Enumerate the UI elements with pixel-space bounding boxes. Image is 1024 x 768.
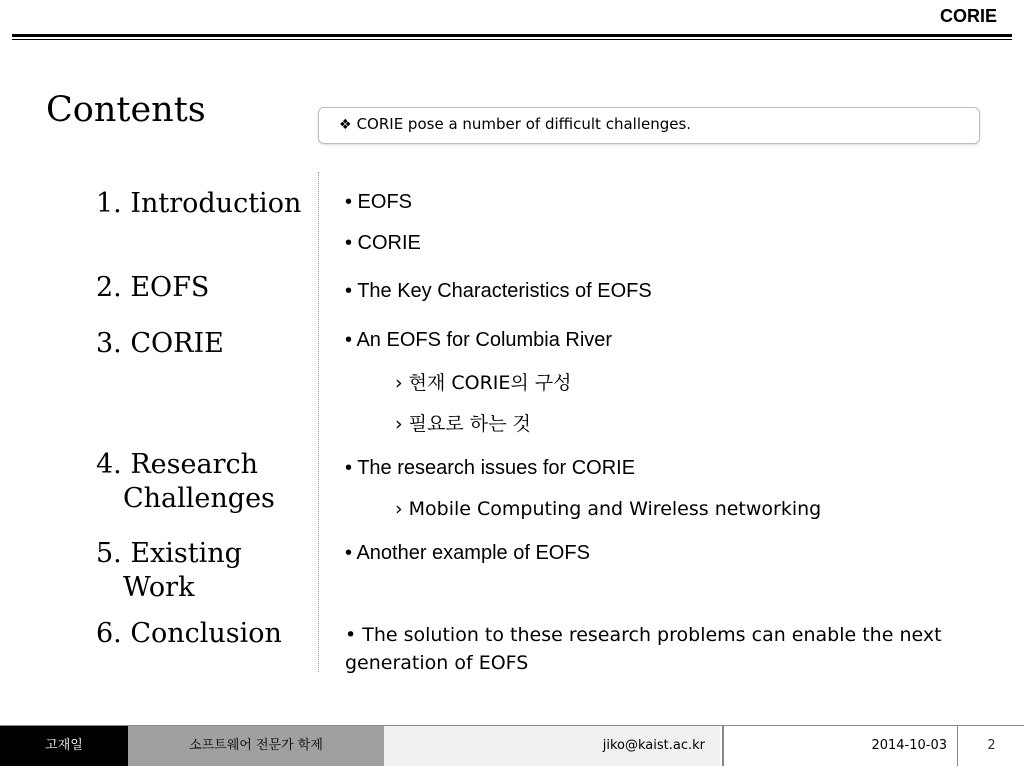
column-divider — [318, 172, 319, 672]
bullet-eofs: • EOFS — [345, 191, 413, 213]
callout-box — [318, 107, 980, 144]
bullet-columbia-river: • An EOFS for Columbia River — [345, 329, 613, 351]
footer-page-number: 2 — [957, 726, 1024, 766]
footer-author: 고재일 — [0, 726, 128, 766]
conclusion-bullet: • The solution to these research problems can enable the next generation of EOFS — [345, 624, 942, 674]
header-rule-thick — [12, 34, 1012, 37]
bullet-key-characteristics: • The Key Characteristics of EOFS — [345, 280, 652, 302]
header-rule-thin — [12, 39, 1012, 40]
sub-bullet-mobile-computing: › Mobile Computing and Wireless networking — [395, 498, 822, 520]
sub-bullet-current-corie: › 현재 CORIE의 구성 — [395, 372, 572, 394]
toc-item-conclusion: 6. Conclusion — [96, 618, 282, 649]
toc-item-corie: 3. CORIE — [96, 328, 224, 359]
toc-item-introduction: 1. Introduction — [96, 188, 302, 219]
bullet-research-issues: • The research issues for CORIE — [345, 457, 636, 479]
diamond-bullet-icon: ❖ — [339, 117, 352, 133]
sub-bullet-requirements: › 필요로 하는 것 — [395, 413, 531, 435]
footer-date: 2014-10-03 — [722, 726, 957, 766]
slide-title: Contents — [46, 90, 206, 130]
toc-item-eofs: 2. EOFS — [96, 272, 210, 303]
header-title: CORIE — [939, 6, 997, 26]
toc-item-existing-work: 5. Existing Work — [96, 538, 242, 603]
bullet-corie: • CORIE — [345, 232, 421, 254]
footer-organization: 소프트웨어 전문가 학제 — [128, 726, 384, 766]
toc-item-research-challenges: 4. Research Challenges — [96, 449, 275, 514]
footer-email: jiko@kaist.ac.kr — [384, 726, 720, 766]
footer-bar — [0, 725, 1024, 767]
callout-text: CORIE pose a number of difficult challenges. — [356, 115, 692, 133]
bullet-another-example: • Another example of EOFS — [345, 542, 590, 564]
